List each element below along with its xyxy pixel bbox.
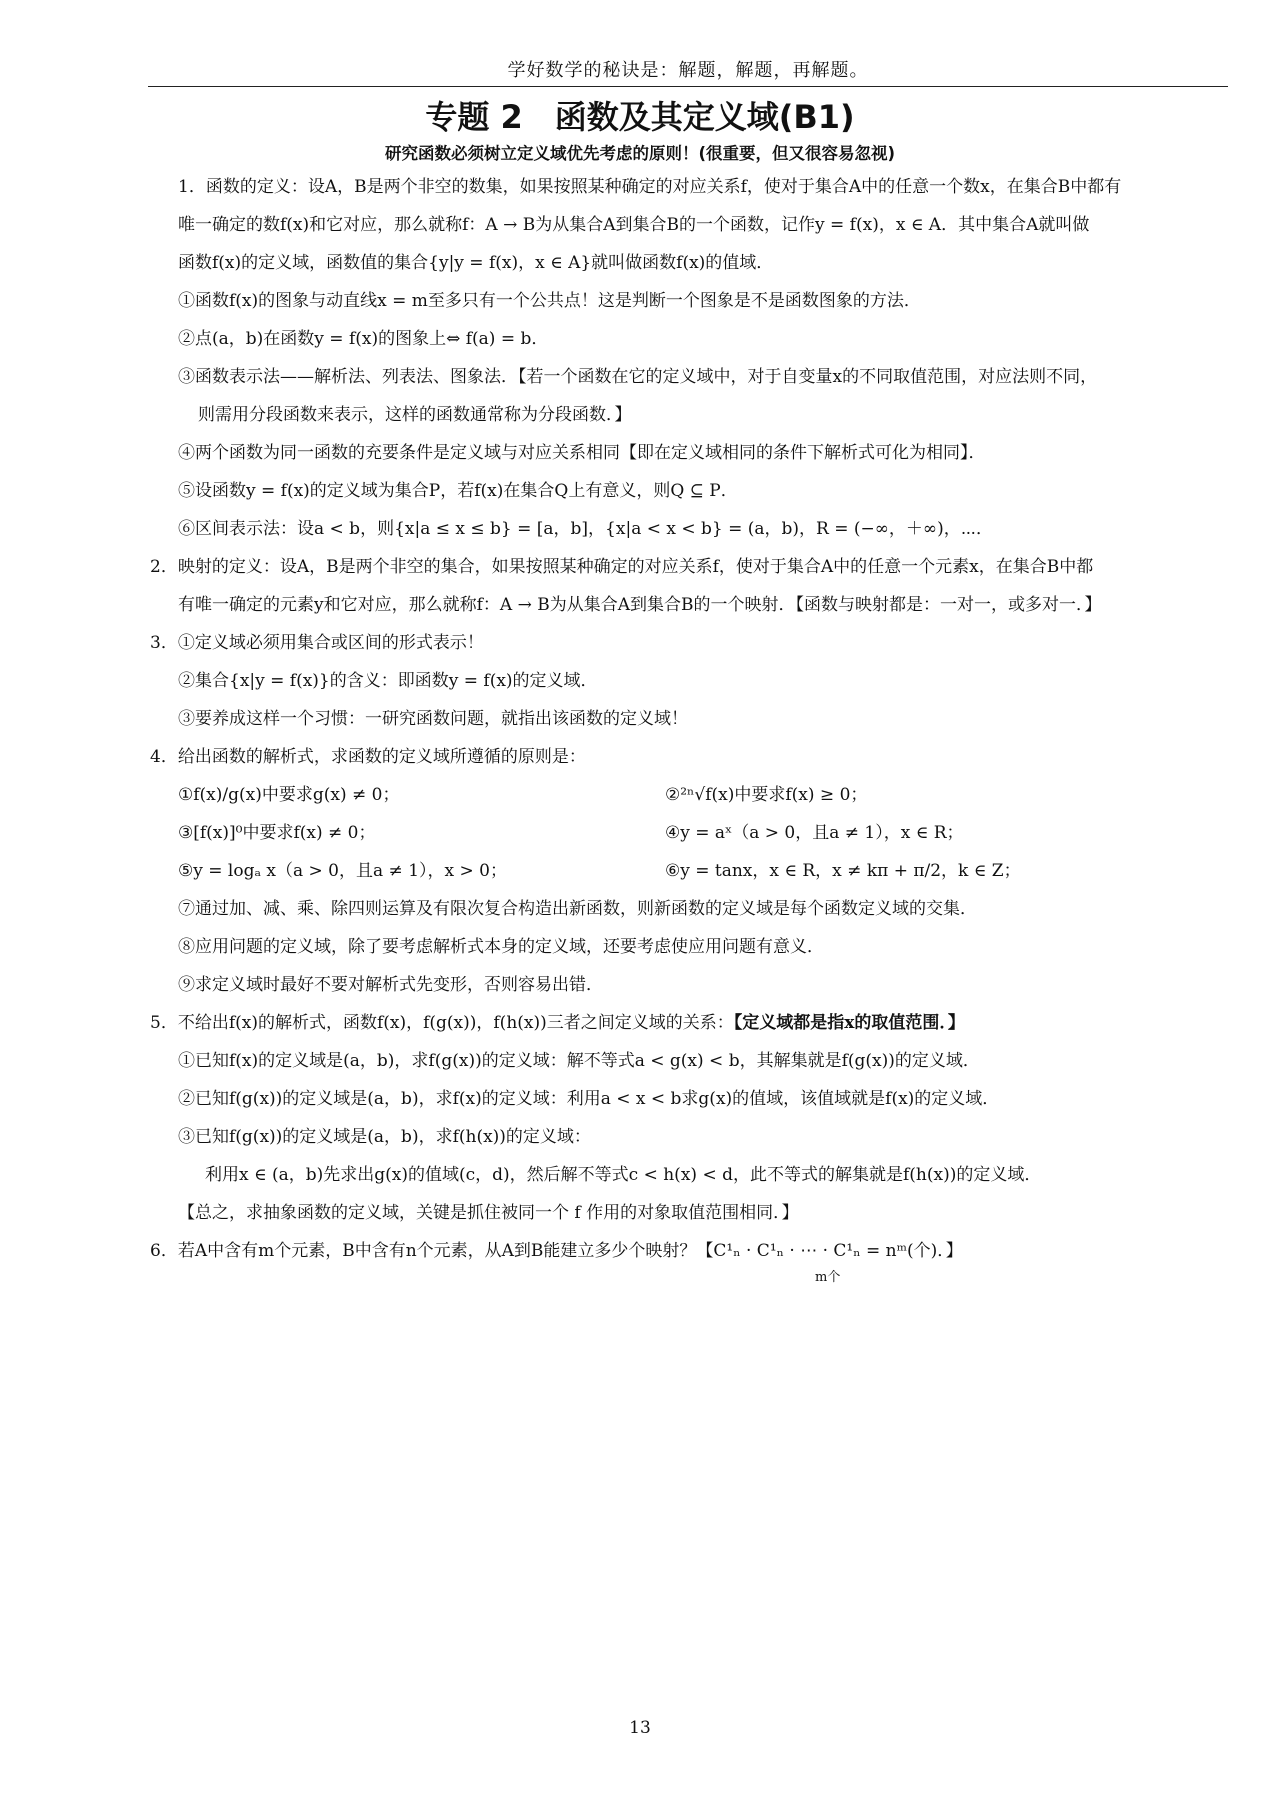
section-5-summary: 【总之，求抽象函数的定义域，关键是抓住被同一个 f 作用的对象取值范围相同．】: [178, 1203, 799, 1223]
rule-9: ⑨求定义域时最好不要对解析式先变形，否则容易出错．: [178, 975, 603, 995]
rule-4: ④y = aˣ（a > 0，且a ≠ 1），x ∈ R；: [665, 823, 964, 843]
page-subtitle: 研究函数必须树立定义域优先考虑的原则！(很重要，但又很容易忽视): [384, 144, 896, 163]
document-body: [150, 168, 1230, 1286]
section-3-point-3: ③要养成这样一个习惯：一研究函数问题，就指出该函数的定义域！: [178, 709, 688, 729]
section-4-row-3: [150, 852, 1230, 890]
rule-3: ③[f(x)]⁰中要求f(x) ≠ 0；: [178, 823, 376, 843]
rule-7: ⑦通过加、减、乘、除四则运算及有限次复合构造出新函数，则新函数的定义域是每个函数定义域的交集．: [178, 899, 977, 919]
section-5-intro-text: 5．不给出f(x)的解析式，函数f(x)，f(g(x))，f(h(x))三者之间定义域的关系：: [150, 1013, 734, 1033]
section-3-point-2: ②集合{x|y = f(x)}的含义：即函数y = f(x)的定义域．: [178, 671, 598, 691]
section-2-line-1: 2．映射的定义：设A，B是两个非空的集合，如果按照某种确定的对应关系f，使对于集合A中的任意一个元素x，在集合B中都: [150, 557, 1094, 577]
page-title: 专题 2 函数及其定义域(B1): [425, 98, 855, 136]
section-1-point-2: ②点(a，b)在函数y = f(x)的图象上⇔ f(a) = b．: [178, 329, 549, 349]
section-1-point-5: ⑤设函数y = f(x)的定义域为集合P，若f(x)在集合Q上有意义，则Q ⊆ P．: [178, 481, 738, 501]
rule-1: ①f(x)/g(x)中要求g(x) ≠ 0；: [178, 785, 400, 805]
section-3-point-1: 3．①定义域必须用集合或区间的形式表示！: [150, 633, 484, 653]
section-1-point-3b: 则需用分段函数来表示，这样的函数通常称为分段函数．】: [198, 405, 632, 425]
section-1-line-3: 函数f(x)的定义域，函数值的集合{y|y = f(x)，x ∈ A}就叫做函数f(x)的值域．: [178, 253, 774, 273]
section-6-question: 6．若A中含有m个元素，B中含有n个元素，从A到B能建立多少个映射？【C¹ₙ · C¹ₙ · ⋯ · C¹ₙ = nᵐ(个)．】: [150, 1241, 963, 1261]
section-5-point-3: ③已知f(g(x))的定义域是(a，b)，求f(h(x))的定义域：: [178, 1127, 591, 1147]
page-number: 13: [629, 1718, 651, 1738]
section-5-intro-emphasis: 【定义域都是指x的取值范围．】: [733, 1013, 965, 1033]
section-1-point-4: ④两个函数为同一函数的充要条件是定义域与对应关系相同【即在定义域相同的条件下解析式可化为相同】．: [178, 443, 986, 463]
section-1-point-1: ①函数f(x)的图象与动直线x = m至多只有一个公共点！这是判断一个图象是不是函数图象的方法．: [178, 291, 921, 311]
rule-2: ②²ⁿ√f(x)中要求f(x) ≥ 0；: [665, 785, 868, 805]
section-6-brace-label: m个: [815, 1270, 841, 1285]
rule-8: ⑧应用问题的定义域，除了要考虑解析式本身的定义域，还要考虑使应用问题有意义．: [178, 937, 824, 957]
section-1-line-1: 1．函数的定义：设A，B是两个非空的数集，如果按照某种确定的对应关系f，使对于集合A中的任意一个数x，在集合B中都有: [178, 177, 1122, 197]
section-4-intro: 4．给出函数的解析式，求函数的定义域所遵循的原则是：: [150, 747, 586, 767]
section-5-point-4: 利用x ∈ (a，b)先求出g(x)的值域(c，d)，然后解不等式c < h(x) < d，此不等式的解集就是f(h(x))的定义域．: [205, 1165, 1042, 1185]
header-rule: [148, 86, 1228, 87]
section-1-point-3a: ③函数表示法——解析法、列表法、图象法．【若一个函数在它的定义域中，对于自变量x的不同取值范围，对应法则不同，: [178, 367, 1098, 387]
rule-5: ⑤y = logₐ x（a > 0，且a ≠ 1），x > 0；: [178, 861, 507, 881]
section-5-point-2: ②已知f(g(x))的定义域是(a，b)，求f(x)的定义域：利用a < x < b求g(x)的值域，该值域就是f(x)的定义域．: [178, 1089, 1000, 1109]
page-header: 学好数学的秘诀是：解题，解题，再解题。: [507, 60, 869, 81]
section-5-intro: [150, 1004, 1230, 1042]
section-5-point-1: ①已知f(x)的定义域是(a，b)，求f(g(x))的定义域：解不等式a < g(x) < b，其解集就是f(g(x))的定义域．: [178, 1051, 980, 1071]
section-1-line-2: 唯一确定的数f(x)和它对应，那么就称f：A → B为从集合A到集合B的一个函数，记作y = f(x)，x ∈ A．其中集合A就叫做: [178, 215, 1090, 235]
section-2-line-2: 有唯一确定的元素y和它对应，那么就称f：A → B为从集合A到集合B的一个映射．【函数与映射都是：一对一，或多对一．】: [178, 595, 1102, 615]
rule-6: ⑥y = tanx，x ∈ R，x ≠ kπ + π/2，k ∈ Z；: [665, 861, 1021, 881]
section-1-point-6: ⑥区间表示法：设a < b，则{x|a ≤ x ≤ b} = [a，b]，{x|a < x < b} = (a，b)，R = (−∞，＋∞)，⋯．: [178, 519, 994, 539]
section-4-row-1: [150, 776, 1230, 814]
section-4-row-2: [150, 814, 1230, 852]
